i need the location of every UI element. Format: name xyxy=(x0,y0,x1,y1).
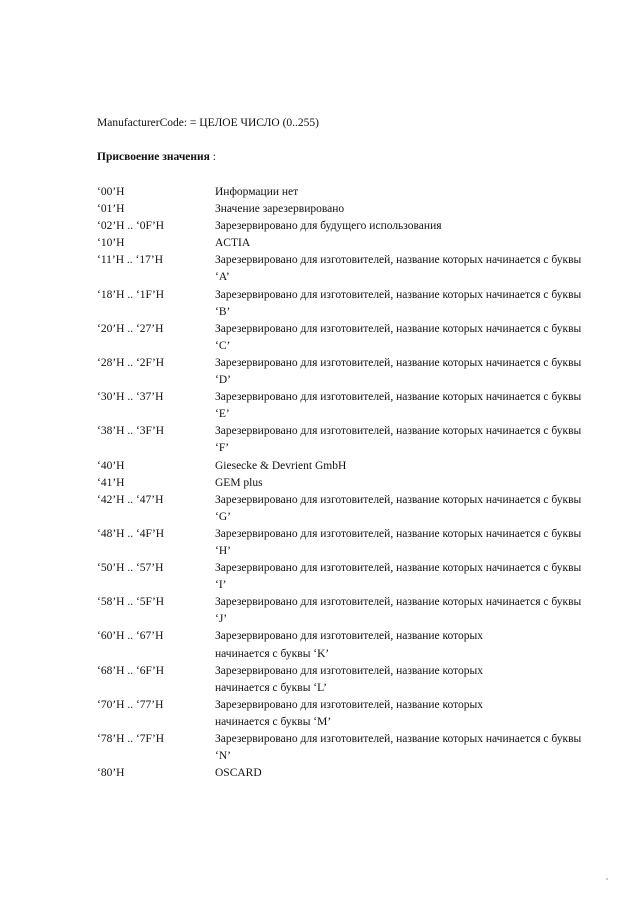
description-cell: Зарезервировано для изготовителей, название которых начинается с буквы ‘L’ xyxy=(215,664,483,694)
table-row xyxy=(97,697,597,731)
description-cell: Зарезервировано для изготовителей, название которых начинается с буквы ‘G’ xyxy=(215,493,582,523)
code-cell: ‘02’H .. ‘0F’H xyxy=(97,220,165,233)
description-cell: Зарезервировано для изготовителей, название которых начинается с буквы ‘N’ xyxy=(215,733,582,763)
description-cell: Зарезервировано для изготовителей, название которых начинается с буквы ‘C’ xyxy=(215,322,582,352)
value-assignment-table xyxy=(97,184,597,782)
table-row xyxy=(97,663,597,697)
table-row xyxy=(97,321,597,355)
code-cell: ‘28’H .. ‘2F’H xyxy=(97,356,165,369)
table-row xyxy=(97,492,597,526)
code-cell: ‘50’H .. ‘57’H xyxy=(97,562,164,575)
description-cell: ACTIA xyxy=(215,237,251,250)
description-cell: Зарезервировано для изготовителей, название которых начинается с буквы ‘M’ xyxy=(215,698,483,728)
code-cell: ‘41’H xyxy=(97,476,125,489)
table-row xyxy=(97,423,597,457)
code-cell: ‘80’H xyxy=(97,767,125,780)
code-cell: ‘01’H xyxy=(97,203,125,216)
table-row xyxy=(97,731,597,765)
description-cell: Зарезервировано для будущего использования xyxy=(215,220,442,233)
description-cell: Зарезервировано для изготовителей, название которых начинается с буквы ‘J’ xyxy=(215,596,582,626)
description-cell: Giesecke & Devrient GmbH xyxy=(215,459,347,472)
heading-colon: : xyxy=(209,151,216,163)
description-cell: OSCARD xyxy=(215,767,262,780)
table-row xyxy=(97,235,597,252)
table-row xyxy=(97,526,597,560)
code-cell: ‘78’H .. ‘7F’H xyxy=(97,733,165,745)
description-cell: Зарезервировано для изготовителей, название которых начинается с буквы ‘E’ xyxy=(215,391,582,421)
code-cell: ‘40’H xyxy=(97,459,125,472)
table-row xyxy=(97,287,597,321)
description-cell: Зарезервировано для изготовителей, название которых начинается с буквы ‘A’ xyxy=(215,254,582,284)
table-row xyxy=(97,201,597,218)
description-cell: GEM plus xyxy=(215,476,263,489)
type-definition: ManufacturerCode: = ЦЕЛОЕ ЧИСЛО (0..255) xyxy=(97,117,320,129)
code-cell: ‘42’H .. ‘47’H xyxy=(97,493,164,506)
description-cell: Значение зарезервировано xyxy=(215,203,345,216)
description-cell: Зарезервировано для изготовителей, название которых начинается с буквы ‘D’ xyxy=(215,356,582,387)
code-cell: ‘48’H .. ‘4F’H xyxy=(97,527,165,540)
table-row xyxy=(97,458,597,475)
table-row xyxy=(97,355,597,389)
table-row xyxy=(97,252,597,286)
description-cell: Зарезервировано для изготовителей, название которых начинается с буквы ‘H’ xyxy=(215,527,582,557)
code-cell: ‘20’H .. ‘27’H xyxy=(97,322,164,335)
table-row xyxy=(97,628,597,662)
code-cell: ‘10’H xyxy=(97,237,125,250)
code-cell: ‘18’H .. ‘1F’H xyxy=(97,288,165,301)
description-cell: Информации нет xyxy=(215,186,299,198)
table-row xyxy=(97,218,597,235)
description-cell: Зарезервировано для изготовителей, название которых начинается с буквы ‘B’ xyxy=(215,288,582,318)
table-row xyxy=(97,594,597,628)
code-cell: ‘58’H .. ‘5F’H xyxy=(97,596,165,609)
code-cell: ‘11’H .. ‘17’H xyxy=(97,254,164,267)
table-row xyxy=(97,560,597,594)
heading-text: Присвоение значения xyxy=(97,151,210,163)
table-row xyxy=(97,389,597,423)
code-cell: ‘00’H xyxy=(97,186,125,198)
table-row xyxy=(97,184,597,201)
description-cell: Зарезервировано для изготовителей, название которых начинается с буквы ‘K’ xyxy=(215,630,483,660)
code-cell: ‘70’H .. ‘77’H xyxy=(97,698,164,711)
table-row xyxy=(97,765,597,782)
code-cell: ‘68’H .. ‘6F’H xyxy=(97,664,165,677)
section-heading xyxy=(97,151,216,163)
code-cell: ‘60’H .. ‘67’H xyxy=(97,630,164,643)
code-cell: ‘30’H .. ‘37’H xyxy=(97,391,164,404)
table-row xyxy=(97,475,597,492)
code-cell: ‘38’H .. ‘3F’H xyxy=(97,425,165,438)
description-cell: Зарезервировано для изготовителей, название которых начинается с буквы ‘F’ xyxy=(215,425,582,455)
scan-speck xyxy=(606,878,608,880)
description-cell: Зарезервировано для изготовителей, название которых начинается с буквы ‘I’ xyxy=(215,562,582,592)
